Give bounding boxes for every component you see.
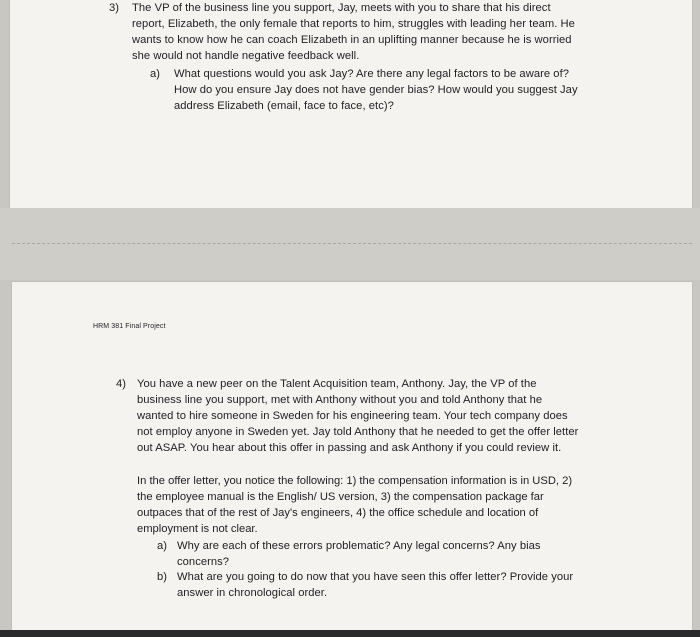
screen-bottom-edge [0,630,700,637]
question-3-part-a-line: How do you ensure Jay does not have gender bias? How would you suggest Jay [174,84,578,96]
question-4-number: 4) [116,378,127,390]
question-4-part-b-label: b) [157,571,168,583]
paragraph-line: the employee manual is the English/ US version, 3) the compensation package far [137,491,544,503]
question-3-part-a-line: address Elizabeth (email, face to face, etc)? [174,100,394,112]
question-4-line: not employ anyone in Sweden yet. Jay told Anthony that he needed to get the offer letter [137,426,579,438]
question-4-line: You have a new peer on the Talent Acquisition team, Anthony. Jay, the VP of the [137,378,537,390]
question-4-part-a-line: Why are each of these errors problematic? Any legal concerns? Any bias [177,540,541,552]
question-4-part-a-label: a) [157,540,168,552]
question-4-text [137,376,578,456]
question-4-part-b-text [177,569,573,601]
question-3-line: she would not handle negative feedback well. [132,50,360,62]
question-4-line: out ASAP. You hear about this offer in passing and ask Anthony if you could review it. [137,442,562,454]
question-3-number: 3) [109,2,120,14]
question-3-part-a-label: a) [150,68,161,80]
question-3-line: wants to know how he can coach Elizabeth in an uplifting manner because he is worried [132,34,572,46]
question-4-part-b-line: answer in chronological order. [177,587,328,599]
question-3-line: report, Elizabeth, the only female that reports to him, struggles with leading her team. He [132,18,575,30]
page-gap [0,208,700,280]
paragraph-line: employment is not clear. [137,523,258,535]
paragraph-line: outpaces that of the rest of Jay's engineers, 4) the office schedule and location of [137,507,539,519]
question-3-part-a-text [174,66,578,114]
question-3-part-a-line: What questions would you ask Jay? Are there any legal factors to be aware of? [174,68,570,80]
page-divider [12,243,692,244]
question-4-line: wanted to hire someone in Sweden for his engineering team. Your tech company does [137,410,568,422]
question-4-part-b-line: What are you going to do now that you have seen this offer letter? Provide your [177,571,574,583]
question-3-line: The VP of the business line you support, Jay, meets with you to share that his direct [132,2,551,14]
document-header: HRM 381 Final Project [93,323,166,330]
question-4-part-a-text [177,538,541,570]
question-3-text [132,0,575,64]
question-4-line: business line you support, met with Anthony without you and told Anthony that he [137,394,543,406]
paragraph-line: In the offer letter, you notice the following: 1) the compensation information is in USD, 2) [137,475,573,487]
question-4-offer-letter-paragraph [137,473,572,537]
question-4-part-a-line: concerns? [177,556,230,568]
